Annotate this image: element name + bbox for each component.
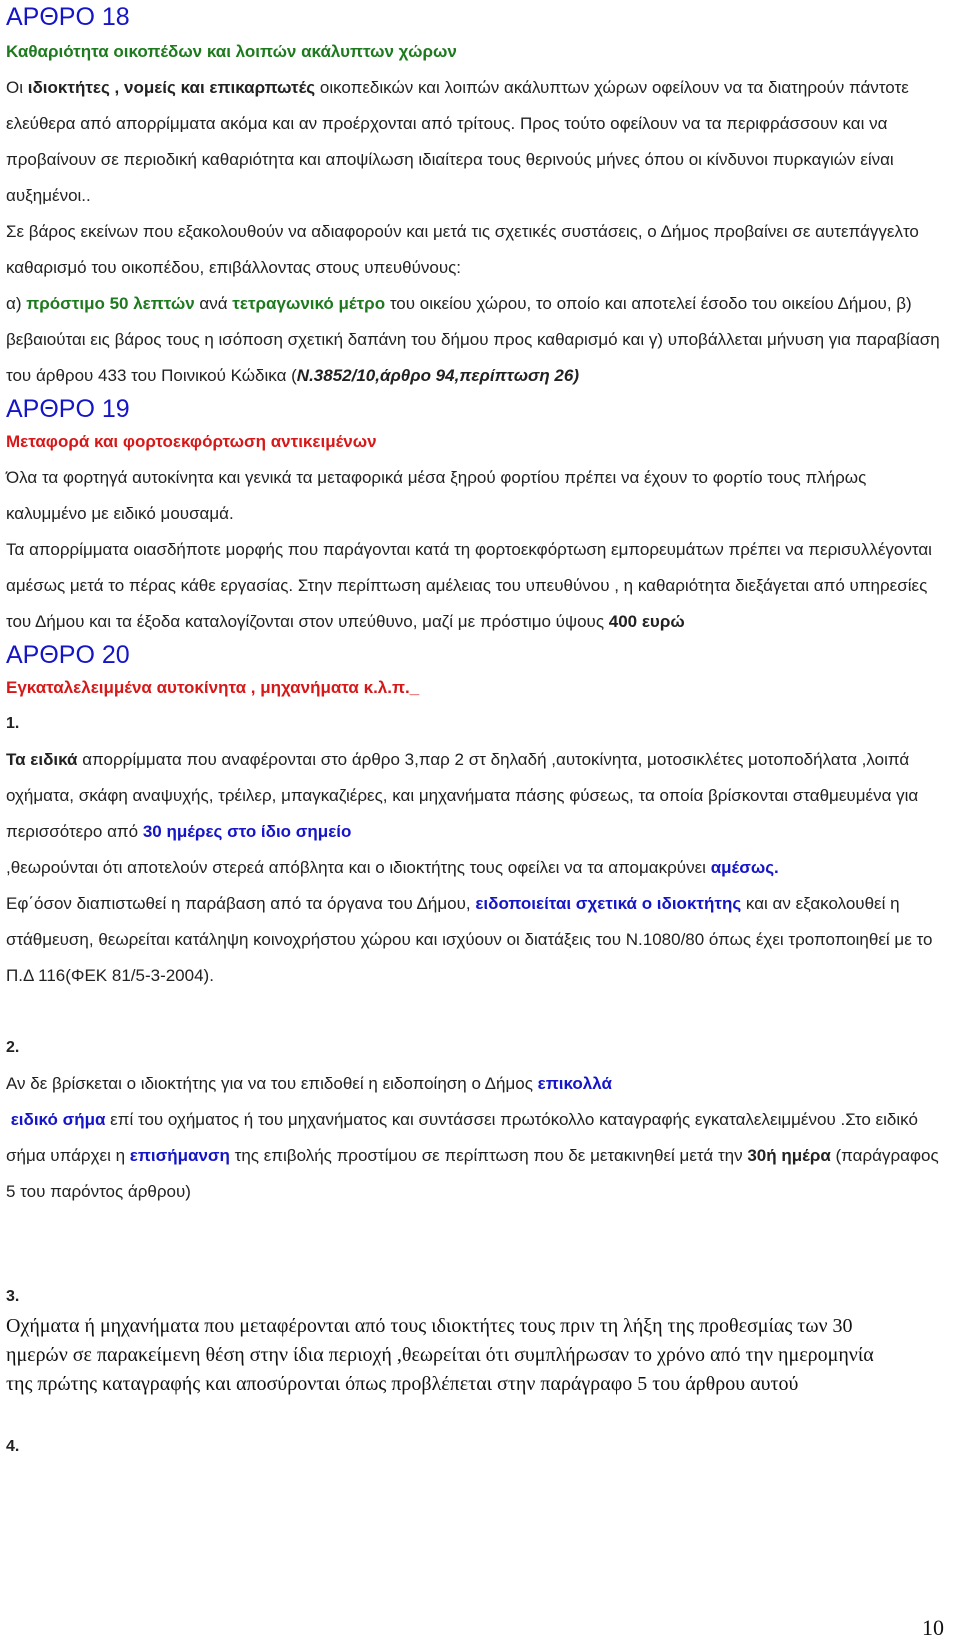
article-19-subtitle: Μεταφορά και φορτοεκφόρτωση αντικειμένων xyxy=(6,432,377,451)
item-1-number: 1. xyxy=(6,715,20,732)
article-19-paragraph-2: Τα απορρίμματα οιασδήποτε μορφής που παράγονται κατά τη φορτοεκφόρτωση εμπορευμάτων πρέπει να περισυλλέγονται αμέσως μετά το πέρας κάθε εργασίας. Στην περίπτωση αμέλειας του υπευθύνου , η καθαριότητα διεξάγεται από υπηρεσίες του Δήμου και τα έξοδα καταλογίζονται στον υπεύθυνο, μαζί με πρόστιμο ύψους 400 ευρώ xyxy=(6,540,932,631)
article-20-heading: ΑΡΘΡΟ 20 xyxy=(6,641,130,669)
article-20-subtitle: Εγκαταλελειμμένα αυτοκίνητα , μηχανήματα κ.λ.π._ xyxy=(6,678,420,697)
article-19-heading: ΑΡΘΡΟ 19 xyxy=(6,395,130,423)
item-3-number: 3. xyxy=(6,1288,20,1305)
article-18-subtitle: Καθαριότητα οικοπέδων και λοιπών ακάλυπτων χώρων xyxy=(6,42,457,61)
item-4-number: 4. xyxy=(6,1438,20,1455)
item-2-number: 2. xyxy=(6,1039,20,1056)
item-3-paragraph: Οχήματα ή μηχανήματα που μεταφέρονται από τους ιδιοκτήτες τους πριν τη λήξη της προθεσμίας των 30 ημερών σε παρακείμενη θέση στην ίδια περιοχή ,θεωρείται ότι συμπλήρωσαν το χρόνο από την ημερομηνία της πρώτης καταγραφής και αποσύρονται όπως προβλέπεται στην παράγραφο 5 του άρθρου αυτού xyxy=(6,1315,874,1395)
article-18-paragraph-2: Σε βάρος εκείνων που εξακολουθούν να αδιαφορούν και μετά τις σχετικές συστάσεις, ο Δήμος προβαίνει σε αυτεπάγγελτο καθαρισμό του οικοπέδου, επιβάλλοντας στους υπευθύνους: xyxy=(6,222,919,277)
article-19-paragraph-1: Όλα τα φορτηγά αυτοκίνητα και γενικά τα μεταφορικά μέσα ξηρού φορτίου πρέπει να έχουν το φορτίο τους πλήρως καλυμμένο με ειδικό μουσαμά. xyxy=(6,468,867,523)
page-number: 10 xyxy=(922,1615,944,1640)
document-page xyxy=(6,0,946,1465)
item-2-paragraph: Αν δε βρίσκεται ο ιδιοκτήτης για να του επιδοθεί η ειδοποίηση ο Δήμος επικολλά ειδικό σήμα επί του οχήματος ή του μηχανήματος και συντάσσει πρωτόκολλο καταγραφής εγκαταλελειμμένου .Στο ειδικό σήμα υπάρχει η επισήμανση της επιβολής προστίμου σε περίπτωση που δε μετακινηθεί μετά την 30ή ημέρα (παράγραφος 5 του παρόντος άρθρου) xyxy=(6,1074,939,1201)
article-18-paragraph-3: α) πρόστιμο 50 λεπτών ανά τετραγωνικό μέτρο του οικείου χώρου, το οποίο και αποτελεί έσοδο του οικείου Δήμου, β) βεβαιούται εις βάρος τους η ισόποση σχετική δαπάνη του δήμου προς καθαρισμό και γ) υποβάλλεται μήνυση για παραβίαση του άρθρου 433 του Ποινικού Κώδικα (Ν.3852/10,άρθρο 94,περίπτωση 26) xyxy=(6,294,940,385)
article-18-paragraph-1: Οι ιδιοκτήτες , νομείς και επικαρπωτές οικοπεδικών και λοιπών ακάλυπτων χώρων οφείλουν να τα διατηρούν πάντοτε ελεύθερα από απορρίμματα ακόμα και αν προέρχονται από τρίτους. Προς τούτο οφείλουν να τα περιφράσσουν και να προβαίνουν σε περιοδική καθαριότητα και αποψίλωση ιδιαίτερα τους θερινούς μήνες όπου οι κίνδυνοι πυρκαγιών είναι αυξημένοι.. xyxy=(6,78,909,205)
article-18-heading: ΑΡΘΡΟ 18 xyxy=(6,3,130,31)
item-1-paragraph: Τα ειδικά απορρίμματα που αναφέρονται στο άρθρο 3,παρ 2 στ δηλαδή ,αυτοκίνητα, μοτοσικλέτες μοτοποδήλατα ,λοιπά οχήματα, σκάφη αναψυχής, τρέιλερ, μπαγκαζιέρες, και μηχανήματα πάσης φύσεως, τα οποία βρίσκονται σταθμευμένα για περισσότερο από 30 ημέρες στο ίδιο σημείο ,θεωρούνται ότι αποτελούν στερεά απόβλητα και ο ιδιοκτήτης τους οφείλει να τα απομακρύνει αμέσως. Εφ΄όσον διαπιστωθεί η παράβαση από τα όργανα του Δήμου, ειδοποιείται σχετικά ο ιδιοκτήτης και αν εξακολουθεί η στάθμευση, θεωρείται κατάληψη κοινοχρήστου χώρου και ισχύουν οι διατάξεις του Ν.1080/80 όπως έχει τροποποιηθεί με το Π.Δ 116(ΦΕΚ 81/5-3-2004). xyxy=(6,750,933,985)
